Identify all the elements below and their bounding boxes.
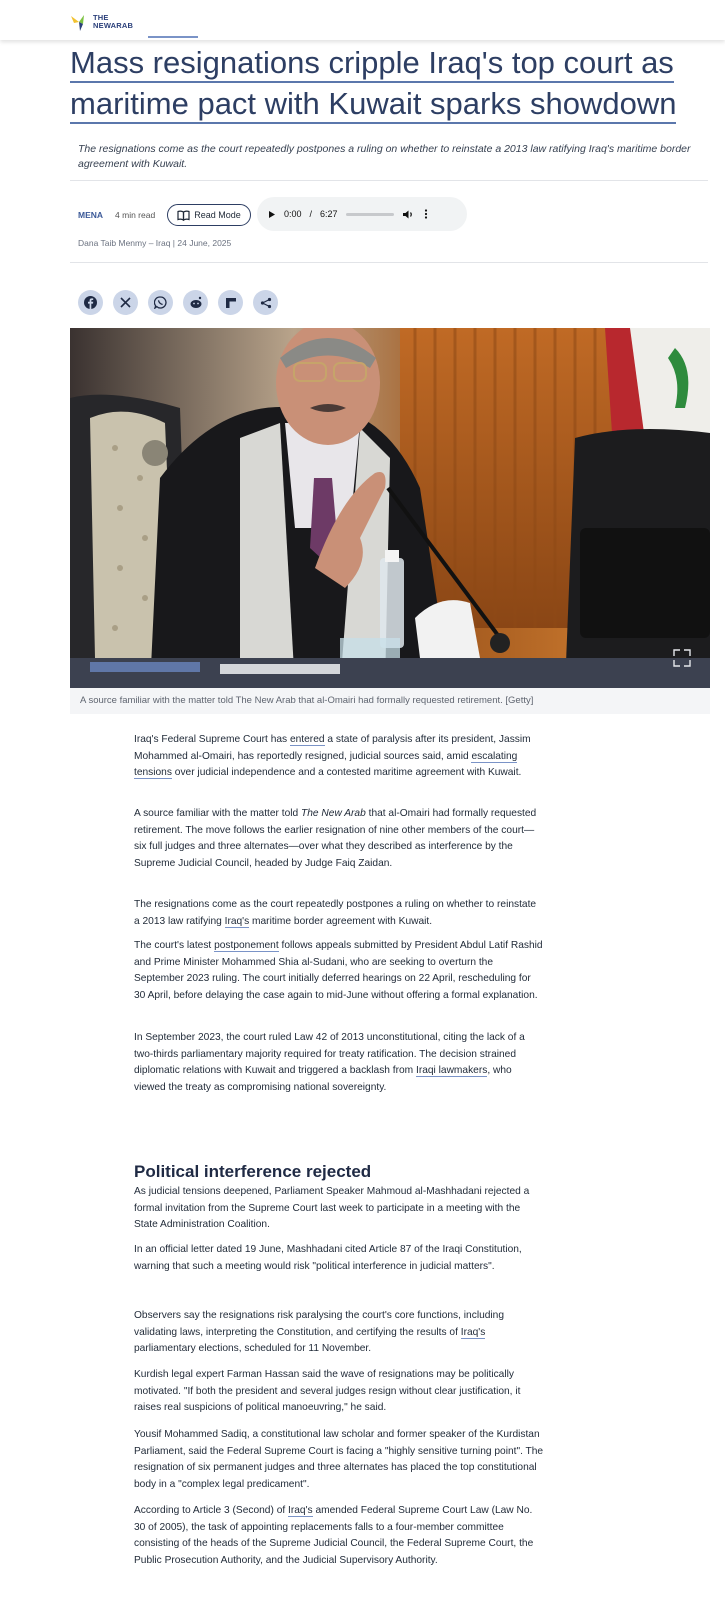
text: Observers say the resignations risk paralysing the court's core functions, including validating laws, interpreting the Constitution, and certifying the results of bbox=[134, 1310, 505, 1338]
paragraph-1 bbox=[134, 732, 544, 782]
paragraph-7: In an official letter dated 19 June, Mashhadani cited Article 87 of the Iraqi Constitution, warning that such a meeting would risk "political interference in judicial matters". bbox=[134, 1244, 522, 1272]
divider bbox=[70, 262, 708, 263]
paragraph-3 bbox=[134, 897, 544, 930]
article-meta bbox=[78, 200, 251, 230]
link-iraqs[interactable]: Iraq's bbox=[460, 1326, 486, 1338]
read-mode-button[interactable] bbox=[167, 204, 251, 226]
reddit-icon bbox=[189, 296, 203, 309]
text: , who viewed the treaty as compromising national sovereignty. bbox=[134, 1065, 512, 1093]
facebook-icon bbox=[84, 296, 97, 309]
image-caption: A source familiar with the matter told The New Arab that al-Omairi had formally requested retirement. [Getty] bbox=[80, 695, 534, 706]
text: Iraq's Federal Supreme Court has bbox=[134, 734, 290, 745]
paragraph-10: Yousif Mohammed Sadiq, a constitutional law scholar and former speaker of the Kurdistan Parliament, said the Federal Supreme Court is facing a "highly sensitive turning point". The resignation of six permanent judges and three alternates has placed the top constitutional body in a "complex legal predicament". bbox=[134, 1429, 544, 1490]
paragraph-6: As judicial tensions deepened, Parliament Speaker Mahmoud al-Mashhadani rejected a formal invitation from the Supreme Court last week to participate in a meeting with the State Administration Coalition. bbox=[134, 1186, 530, 1230]
text: a state of paralysis after its president, Jassim Mohammed al-Omairi, has reportedly resigned, judicial sources said, amid bbox=[134, 734, 531, 762]
text: maritime border agreement with Kuwait. bbox=[249, 915, 433, 927]
paragraph-4 bbox=[134, 938, 544, 1004]
divider bbox=[70, 180, 708, 181]
article-standfirst: The resignations come as the court repeatedly postpones a ruling on whether to reinstate a 2013 law ratifying Iraq's maritime border agreement with Kuwait. bbox=[78, 143, 691, 170]
section-tag[interactable]: MENA bbox=[78, 210, 104, 220]
publication-name: The New Arab bbox=[301, 808, 366, 819]
share-reddit-button[interactable] bbox=[183, 290, 208, 315]
share-icon bbox=[260, 297, 272, 309]
text: A source familiar with the matter told bbox=[134, 808, 302, 819]
text: The resignations come as the court repeatedly postpones a ruling on whether to reinstate a 2013 law ratifying bbox=[134, 899, 537, 927]
share-x-button[interactable] bbox=[113, 290, 138, 315]
article-hero-image[interactable] bbox=[70, 328, 710, 688]
text: According to Article 3 (Second) of bbox=[134, 1505, 289, 1516]
paragraph-11 bbox=[134, 1503, 544, 1569]
logo-wordmark bbox=[93, 14, 133, 30]
text: The court's latest bbox=[134, 940, 215, 951]
article-byline: Dana Taib Menmy – Iraq | 24 June, 2025 bbox=[78, 238, 232, 248]
paragraph-9: Kurdish legal expert Farman Hassan said the wave of resignations may be politically motivated. "If both the president and several judges resign without clear justification, it raises real suspicions of political manoeuvring," he said. bbox=[134, 1369, 521, 1413]
share-flipboard-button[interactable] bbox=[218, 290, 243, 315]
share-more-button[interactable] bbox=[253, 290, 278, 315]
share-whatsapp-button[interactable] bbox=[148, 290, 173, 315]
volume-icon[interactable] bbox=[402, 209, 414, 220]
nav-active-indicator bbox=[148, 36, 198, 38]
link-entered[interactable]: entered bbox=[289, 734, 325, 745]
link-iraqi-lawmakers[interactable]: Iraqi lawmakers bbox=[416, 1065, 488, 1076]
share-bar bbox=[78, 290, 278, 315]
site-header bbox=[0, 0, 725, 40]
link-postponement[interactable]: postponement bbox=[214, 940, 279, 951]
logo-bird-icon bbox=[70, 12, 90, 32]
audio-current-time: 0:00 bbox=[284, 209, 302, 219]
read-mode-label: Read Mode bbox=[194, 210, 241, 220]
text: over judicial independence and a contested maritime agreement with Kuwait. bbox=[171, 767, 522, 778]
audio-time-separator: / bbox=[309, 209, 313, 219]
share-facebook-button[interactable] bbox=[78, 290, 103, 315]
paragraph-5 bbox=[134, 1030, 544, 1096]
read-time: 4 min read bbox=[115, 210, 156, 220]
text: amended Federal Supreme Court Law (Law No. 30 of 2005), the task of appointing replacements falls to a four-member committee consisting of the heads of the Supreme Judicial Council, the Federal Supreme Court, the Public Prosecution Authority, and the Judicial Supervisory Authority. bbox=[134, 1505, 534, 1566]
logo-line-2: NEWARAB bbox=[93, 21, 134, 30]
logo-line-1: THE bbox=[93, 13, 109, 22]
headline-line-1: Mass resignations cripple Iraq's top court as bbox=[70, 45, 674, 83]
text: that al-Omairi had formally requested retirement. The move follows the earlier resignation of nine other members of the court—six full judges and three alternates—over what they described as interference by the Supreme Judicial Council, headed by Judge Faiq Zaidan. bbox=[134, 808, 537, 869]
text: In September 2023, the court ruled Law 42 of 2013 unconstitutional, citing the lack of a two-thirds parliamentary majority required for treaty ratification. The decision strained diplomatic relations with Kuwait and triggered a backlash from bbox=[134, 1032, 525, 1076]
audio-player bbox=[257, 197, 467, 231]
text: follows appeals submitted by President Abdul Latif Rashid and Prime Minister Mohammed Shia al-Sudani, who are seeking to overturn the September 2023 ruling. The court initially deferred hearings on 22 April, rescheduling for 30 April, before delaying the case again to mid-June without offering a formal explanation. bbox=[134, 940, 543, 1001]
page-title bbox=[70, 42, 710, 124]
site-logo[interactable] bbox=[70, 12, 133, 32]
paragraph-2 bbox=[134, 806, 544, 872]
audio-duration: 6:27 bbox=[320, 209, 338, 219]
paragraph-8 bbox=[134, 1308, 544, 1358]
play-icon[interactable] bbox=[267, 210, 276, 219]
headline-line-2: maritime pact with Kuwait sparks showdown bbox=[70, 86, 676, 124]
text: parliamentary elections, scheduled for 11 November. bbox=[134, 1343, 372, 1354]
more-vertical-icon[interactable] bbox=[422, 208, 430, 220]
audio-seek-bar[interactable] bbox=[346, 213, 394, 216]
whatsapp-icon bbox=[154, 296, 167, 309]
flipboard-icon bbox=[225, 297, 237, 309]
section-heading: Political interference rejected bbox=[134, 1162, 372, 1181]
x-icon bbox=[120, 297, 131, 308]
link-escalating-tensions[interactable]: escalating tensions bbox=[134, 750, 518, 778]
link-iraqs[interactable]: Iraq's bbox=[224, 915, 250, 927]
judge-photo bbox=[70, 328, 710, 688]
book-icon bbox=[177, 210, 190, 221]
link-iraqs[interactable]: Iraq's bbox=[288, 1505, 313, 1516]
